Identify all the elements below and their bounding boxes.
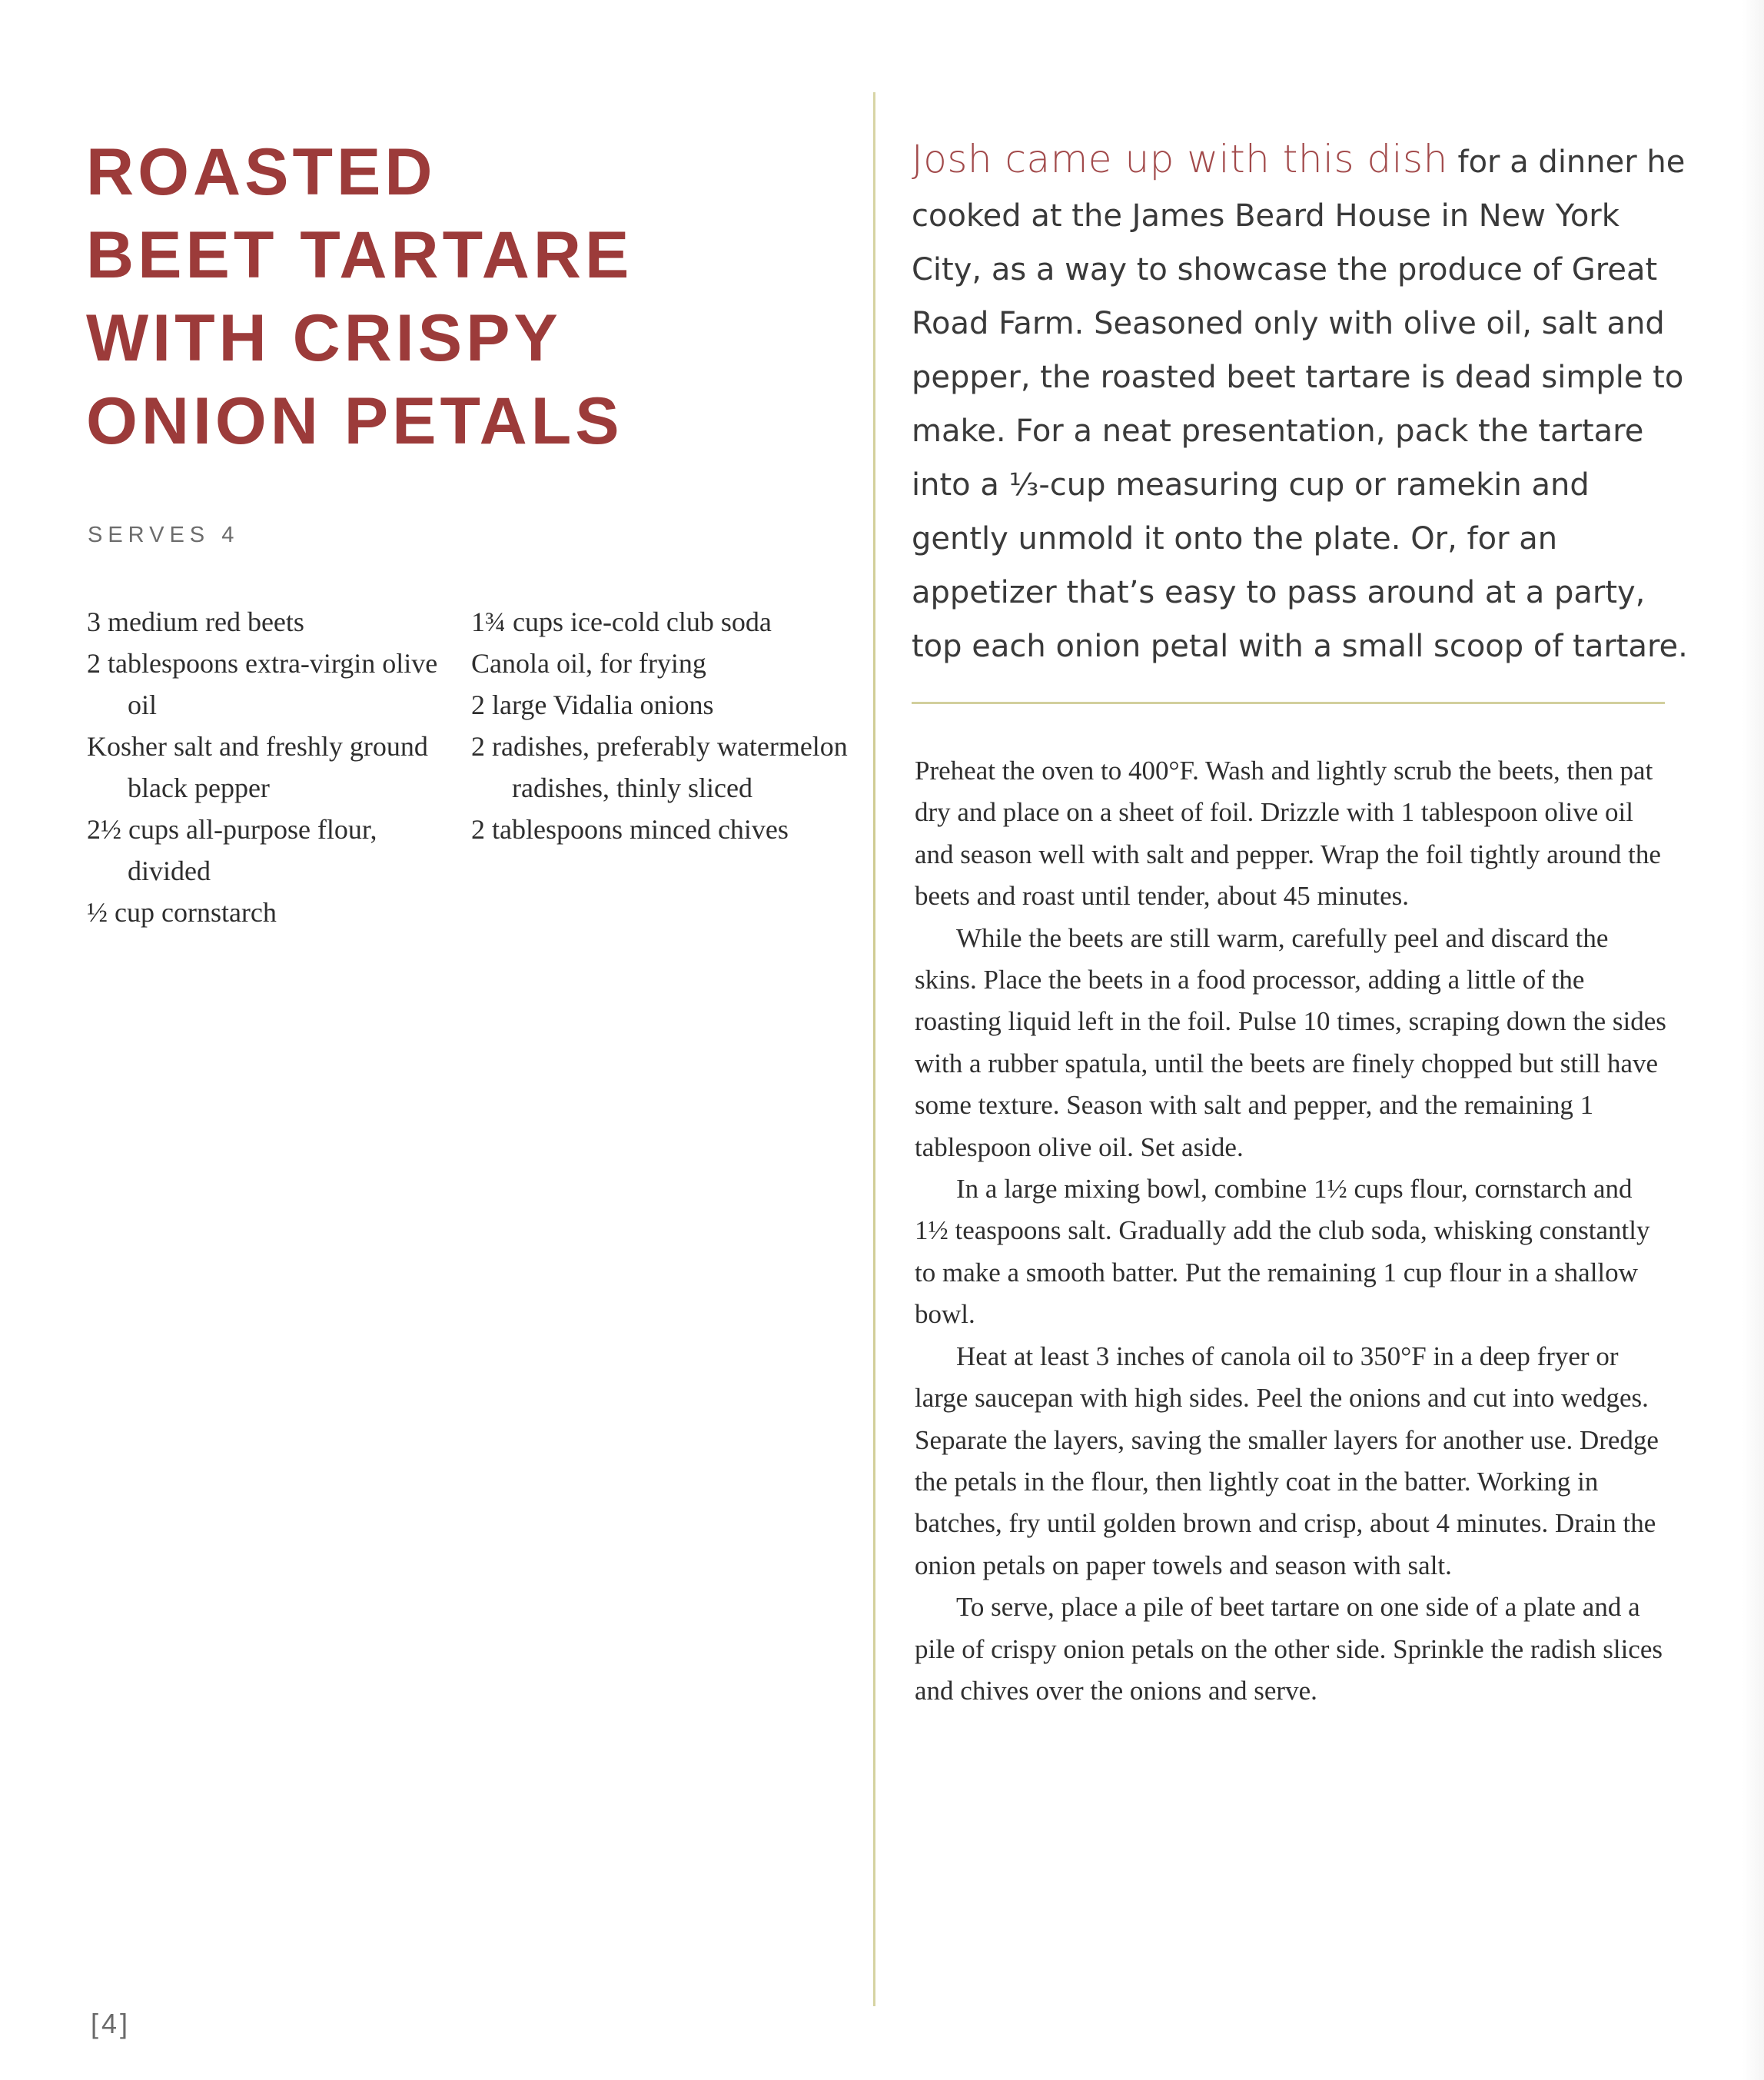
headnote xyxy=(912,132,1688,673)
ingredients-column-left xyxy=(87,601,463,933)
method-paragraph: While the beets are still warm, carefully peel and discard the skins. Place the beets in a food processor, adding a little of the roasting liquid left in the foil. Pulse 10 times, scraping down the sides with a rubber spatula, until the beets are finely chopped but still have some texture. Season with salt and pepper, and the remaining 1 tablespoon olive oil. Set aside. xyxy=(915,922,1666,1162)
ingredients-column-right xyxy=(471,601,855,850)
ingredient-item: Kosher salt and freshly ground black pepper xyxy=(87,731,428,803)
page-number: [4] xyxy=(91,2008,131,2039)
method-paragraph: In a large mixing bowl, combine 1½ cups flour, cornstarch and 1½ teaspoons salt. Gradually add the club soda, whisking constantly to make a smooth batter. Put the remaining 1 cup flour in a shallow bowl. xyxy=(915,1174,1650,1330)
ingredient-item: 2½ cups all-purpose flour, divided xyxy=(87,814,377,886)
section-rule xyxy=(912,702,1665,704)
ingredient-item: ½ cup cornstarch xyxy=(87,897,277,928)
ingredient-item: Canola oil, for frying xyxy=(471,648,706,679)
title-line: ONION PETALS xyxy=(86,384,623,458)
column-divider xyxy=(873,92,875,2006)
method-paragraph: Heat at least 3 inches of canola oil to 350°F in a deep fryer or large saucepan with high sides. Peel the onions and cut into wedges. Separate the layers, saving the smaller layers for another use. Dredge the petals in the flour, then lightly coat in the batter. Working in batches, fry until golden brown and crisp, about 4 minutes. Drain the onion petals on paper towels and season with salt. xyxy=(915,1341,1659,1580)
ingredient-item: 1¾ cups ice-cold club soda xyxy=(471,606,772,637)
ingredient-item: 2 large Vidalia onions xyxy=(471,689,714,720)
ingredient-item: 2 radishes, preferably watermelon radishes, thinly sliced xyxy=(471,731,848,803)
title-line: BEET TARTARE xyxy=(86,218,633,292)
recipe-title xyxy=(86,131,778,463)
title-line: WITH CRISPY xyxy=(86,301,562,375)
method-steps xyxy=(915,750,1672,1712)
method-paragraph: To serve, place a pile of beet tartare on one side of a plate and a pile of crispy onion petals on the other side. Sprinkle the radish slices and chives over the onions and serve. xyxy=(915,1592,1663,1706)
ingredient-item: 2 tablespoons extra-virgin olive oil xyxy=(87,648,438,720)
page-edge-shadow xyxy=(1742,0,1764,2080)
serves-label: SERVES 4 xyxy=(88,523,240,547)
ingredient-item: 3 medium red beets xyxy=(87,606,304,637)
method-paragraph: Preheat the oven to 400°F. Wash and lightly scrub the beets, then pat dry and place on a sheet of foil. Drizzle with 1 tablespoon olive oil and season well with salt and pepper. Wrap the foil tightly around the beets and roast until tender, about 45 minutes. xyxy=(915,756,1661,912)
headnote-lead: Josh came up with this dish xyxy=(912,137,1448,181)
headnote-body: for a dinner he cooked at the James Beard House in New York City, as a way to showcase the produce of Great Road Farm. Seasoned only with olive oil, salt and pepper, the roasted beet tartare is dead simple to make. For a neat presentation, pack the tartare into a ⅓-cup measuring cup or ramekin and gently unmold it onto the plate. Or, for an appetizer that’s easy to pass around at a party, top each onion petal with a small scoop of tartare. xyxy=(912,145,1688,664)
title-line: ROASTED xyxy=(86,135,437,209)
ingredient-item: 2 tablespoons minced chives xyxy=(471,814,789,845)
